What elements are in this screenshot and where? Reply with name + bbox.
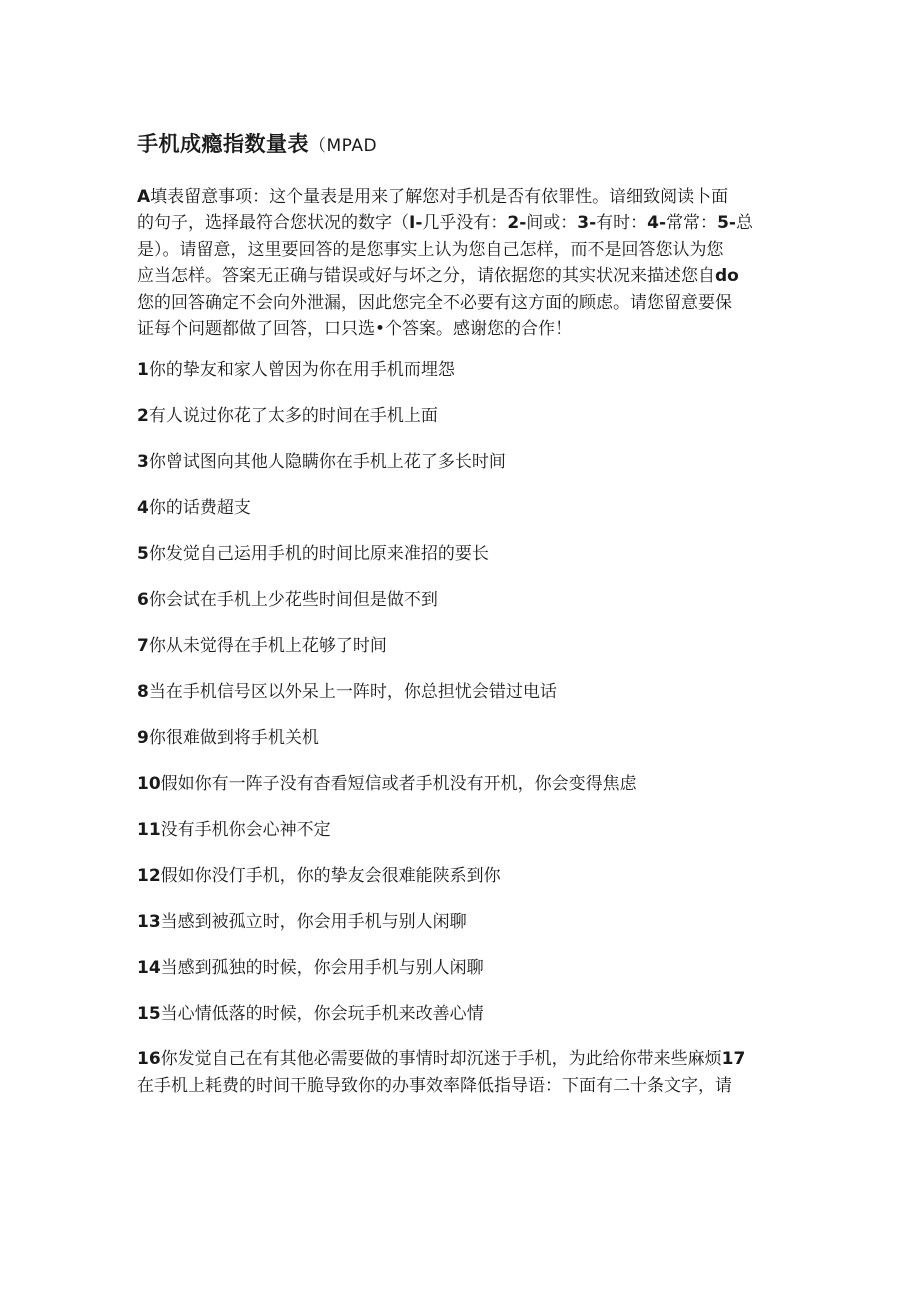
question-number: 2	[137, 406, 149, 426]
bold-marker: 3-	[577, 213, 597, 234]
trailing-line	[137, 1046, 797, 1073]
trailing-line	[137, 1073, 797, 1100]
question-text: 当在手机信号区以外呆上一阵时，你总担忧会错过电话	[148, 682, 557, 702]
trailing-paragraph	[137, 1046, 797, 1100]
question-number: 14	[137, 958, 161, 978]
page-title	[137, 128, 377, 158]
bold-marker: do	[715, 266, 739, 287]
title-suffix: （MPAD	[309, 136, 378, 156]
instructions-line	[137, 263, 787, 289]
question-item	[137, 403, 438, 429]
question-text: 你的挚友和家人曾因为你在用手机而埋怨	[148, 360, 455, 380]
question-number: 5	[137, 544, 149, 564]
question-number: 13	[137, 912, 161, 932]
bold-marker: I-	[409, 213, 423, 234]
bold-marker: 4-	[647, 213, 667, 234]
question-item	[137, 771, 637, 797]
question-number: 3	[137, 452, 149, 472]
question-text: 你从未觉得在手机上花够了时间	[148, 636, 387, 656]
question-item	[137, 587, 438, 613]
instructions-line	[137, 316, 787, 342]
question-item	[137, 633, 387, 659]
question-text: 有人说过你花了太多的时间在手机上面	[148, 406, 438, 426]
bold-marker: 17	[721, 1049, 746, 1069]
question-item	[137, 495, 251, 521]
question-number: 10	[137, 774, 161, 794]
text-run: 你发觉自己在有其他必需要做的事情时却沉迷于手机，为此给你带来些麻烦	[160, 1049, 722, 1069]
question-text: 当感到孤独的时候，你会用手机与别人闲聊	[160, 958, 484, 978]
text-run: 总	[735, 213, 753, 234]
instructions-line	[137, 184, 787, 210]
question-number: 11	[137, 820, 161, 840]
text-run: 证每个问题都做了回答，口只选•个答案。感谢您的合作！	[137, 318, 573, 339]
text-run: 有时：	[596, 213, 648, 234]
question-text: 假如你没仃手机，你的挚友会很难能陕系到你	[160, 866, 501, 886]
text-run: 在手机上耗费的时间干脆导致你的办事效率降低指导语：下面有二十条文字，请	[137, 1076, 732, 1096]
question-text: 没有手机你会心神不定	[160, 820, 331, 840]
question-item	[137, 357, 455, 383]
text-run: 填表留意事项：这个量表是用来了解您对手机是否有依罪性。谙细致阅读卜面	[150, 187, 729, 207]
question-number: 1	[137, 360, 149, 380]
question-item	[137, 679, 557, 705]
bold-marker: A	[137, 187, 151, 207]
question-number: 8	[137, 682, 149, 702]
text-run: 是）。请留意，这里要回答的是您事实上认为您自己怎样，而不是回答您认为您	[137, 239, 724, 260]
question-item	[137, 909, 467, 935]
question-item	[137, 1001, 484, 1027]
question-number: 15	[137, 1004, 161, 1024]
question-number: 12	[137, 866, 161, 886]
question-text: 当心情低落的时候，你会玩手机来改善心情	[160, 1004, 484, 1024]
text-run: 应当怎样。答案无正确与错误或好与坏之分，请依据您的其实状况来描述您自	[137, 266, 715, 287]
question-text: 当感到被孤立时，你会用手机与别人闲聊	[160, 912, 467, 932]
question-item	[137, 725, 319, 751]
text-run: 常常：	[666, 213, 718, 234]
text-run: 您的回答确定不会向外泄漏，因此您完全不必要有这方面的顾虑。请您留意要保	[137, 292, 732, 313]
question-text: 你的话费超支	[148, 498, 251, 518]
instructions-line	[137, 237, 787, 263]
question-item	[137, 863, 501, 889]
text-run: 间或：	[526, 213, 578, 234]
question-text: 你很难做到将手机关机	[148, 728, 319, 748]
question-item	[137, 955, 484, 981]
instructions-paragraph	[137, 184, 787, 342]
text-run: 几乎没有：	[422, 213, 508, 234]
title-text: 手机成瘾指数量表	[137, 132, 309, 156]
question-text: 你曾试图向其他人隐瞒你在手机上花了多长时间	[148, 452, 506, 472]
question-text: 你会试在手机上少花些时间但是做不到	[148, 590, 438, 610]
question-text: 假如你有一阵子没有杳看短信或者手机没有开机，你会变得焦虑	[160, 774, 637, 794]
text-run: 的句子，选择最符合您状况的数字（	[137, 213, 409, 234]
question-number: 4	[137, 498, 149, 518]
question-item	[137, 449, 506, 475]
question-number: 6	[137, 590, 149, 610]
question-item	[137, 817, 331, 843]
instructions-line	[137, 210, 787, 236]
question-text: 你发觉自己运用手机的时间比原来准招的要长	[148, 544, 489, 564]
question-number: 9	[137, 728, 149, 748]
question-item	[137, 541, 489, 567]
bold-marker: 5-	[717, 213, 736, 234]
bold-marker: 16	[137, 1049, 161, 1069]
instructions-line	[137, 290, 787, 316]
question-number: 7	[137, 636, 149, 656]
bold-marker: 2-	[507, 213, 527, 234]
